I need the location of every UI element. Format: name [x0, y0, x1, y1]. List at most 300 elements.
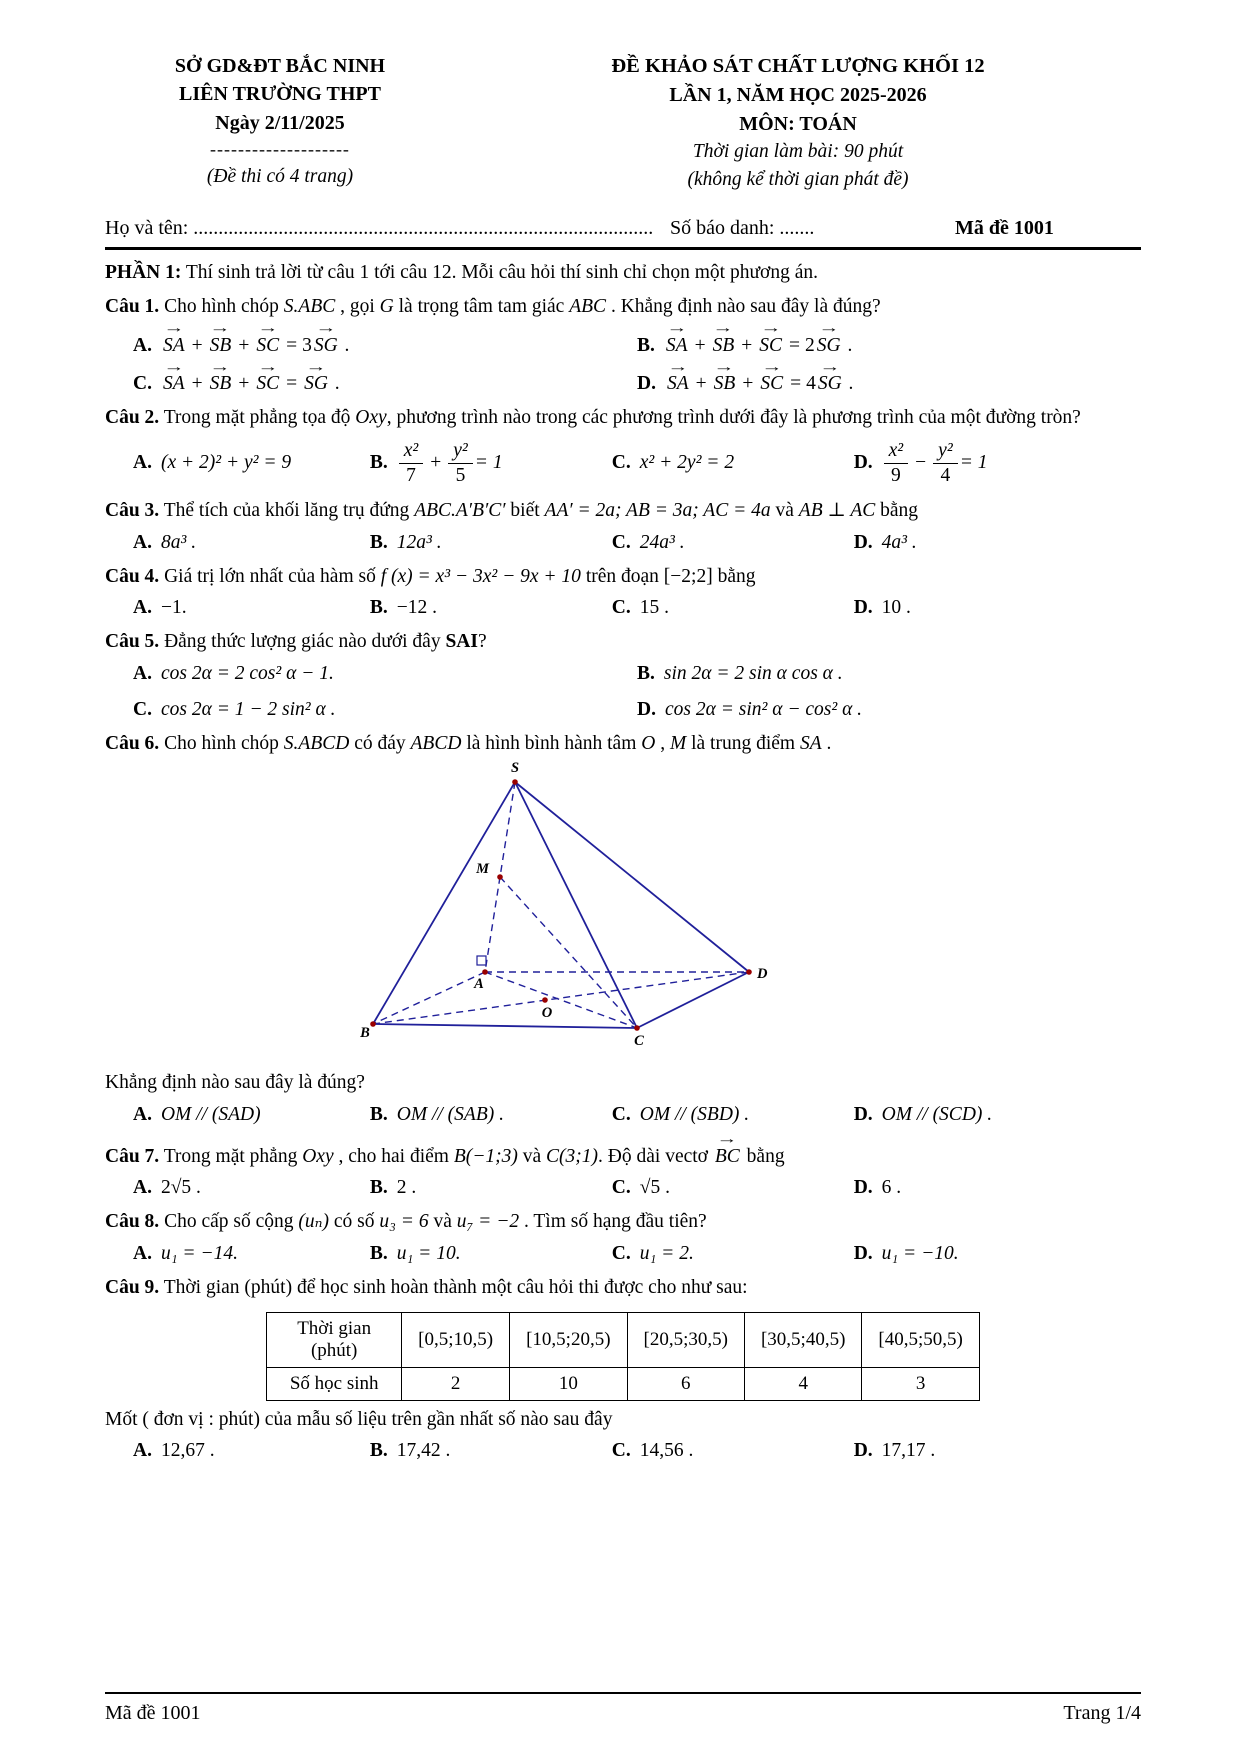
option-value: OM // (SAD) — [160, 1103, 261, 1125]
footer-exam-code: Mã đề 1001 — [105, 1702, 201, 1724]
option-value: u₁ = 10. — [396, 1242, 461, 1264]
fraction — [448, 440, 473, 487]
vector-sb: → SB — [208, 329, 234, 361]
option-value: 2 . — [396, 1177, 417, 1199]
option-label: D. — [853, 597, 873, 619]
q7-option-c[interactable] — [612, 1173, 854, 1203]
numerator: y² — [448, 440, 473, 464]
cell-count-4: 4 — [744, 1367, 861, 1400]
part1-text: Thí sinh trả lời từ câu 1 tới câu 12. Mỗi câu hỏi thí sinh chỉ chọn một phương án. — [181, 262, 819, 284]
option-label: C. — [611, 1242, 631, 1264]
plus-sign: + — [430, 451, 442, 473]
math-text: AA′ = 2a; AB = 3a; AC = 4a — [544, 500, 771, 522]
q1-stem — [105, 292, 1141, 321]
option-value: 12,67 . — [160, 1440, 215, 1462]
option-label: D. — [853, 1242, 873, 1264]
vector-sc: → SC — [254, 367, 281, 399]
candidate-name-field: Họ và tên: ............................................................................................ — [105, 217, 654, 240]
question-number: Câu 5. — [105, 631, 160, 653]
department-name: SỞ GD&ĐT BẮC NINH — [174, 55, 386, 77]
option-label: C. — [611, 1440, 631, 1462]
stem-text: Thể tích của khối lăng trụ đứng — [159, 500, 415, 522]
dashed-edge-AB — [373, 972, 485, 1024]
vector-bc: → BC — [713, 1140, 742, 1171]
stem-text: , gọi — [335, 295, 380, 317]
header-cell-interval-3: [20,5;30,5) — [627, 1312, 744, 1367]
option-value: 15 . — [639, 597, 669, 619]
q7-options — [105, 1173, 1141, 1203]
vector-sa: → SA — [161, 367, 187, 399]
q1-options — [105, 323, 1141, 399]
plus-sign: + — [238, 372, 250, 394]
question-number: Câu 6. — [105, 733, 160, 755]
option-label: B. — [369, 1242, 388, 1264]
header-cell-time: Thời gian (phút) — [267, 1312, 402, 1367]
header-cell-interval-2: [10,5;20,5) — [510, 1312, 627, 1367]
question-8 — [105, 1207, 1141, 1268]
option-label: B. — [369, 451, 388, 473]
stem-text: Cho hình chóp — [159, 733, 284, 755]
page-footer — [105, 1692, 1141, 1725]
option-label: C. — [611, 597, 631, 619]
option-label: D. — [853, 1440, 873, 1462]
math-text: u₇ = −2 — [456, 1211, 520, 1233]
q8-options — [105, 1239, 1141, 1269]
option-label: C. — [133, 372, 152, 394]
identity: sin 2α = 2 sin α cos α . — [663, 662, 843, 684]
q7-option-d[interactable] — [854, 1173, 1141, 1203]
coefficient: 4 — [806, 372, 816, 394]
equation: x² + 2y² = 2 — [639, 452, 735, 474]
label-A: A — [474, 976, 484, 993]
plus-sign: + — [742, 372, 754, 394]
stem-text: biết — [505, 500, 545, 522]
option-label: B. — [369, 597, 388, 619]
stem-text: , phương trình nào trong các phương trình dưới đây là phương trình của một đường tròn? — [386, 407, 1081, 429]
stem-text: Khẳng định nào sau đây là đúng? — [105, 1072, 365, 1094]
q2-option-d[interactable] — [854, 440, 1141, 487]
q2-option-b[interactable] — [370, 440, 612, 487]
exam-header — [105, 52, 1141, 193]
vertex-dot-B — [370, 1022, 376, 1028]
exam-round: LẦN 1, NĂM HỌC 2025-2026 — [669, 84, 927, 107]
header-right-block — [455, 52, 1141, 193]
q6-question-line — [105, 1068, 1141, 1097]
option-label: B. — [637, 662, 655, 684]
math-text: AB ⊥ AC — [798, 500, 876, 522]
vector-sg: → SG — [815, 329, 843, 361]
q6-option-b[interactable] — [370, 1100, 612, 1130]
edge-SD — [515, 782, 749, 972]
label-M: M — [476, 861, 489, 878]
math-text: Oxy — [302, 1145, 334, 1167]
edge-SC — [515, 782, 637, 1028]
edge-BC — [373, 1024, 637, 1028]
segment-MC — [500, 877, 637, 1028]
question-3 — [105, 496, 1141, 557]
denominator: 5 — [455, 464, 466, 486]
option-label: D. — [637, 372, 656, 394]
question-6 — [105, 729, 1141, 1130]
stem-text: Đẳng thức lượng giác nào dưới đây — [159, 631, 446, 653]
vector-sc: → SC — [757, 329, 784, 361]
period: . — [843, 372, 854, 394]
equation: (x + 2)² + y² = 9 — [160, 452, 292, 474]
math-text: Oxy — [355, 407, 387, 429]
option-value: 6 . — [881, 1177, 902, 1199]
vector-sc: → SC — [758, 367, 785, 399]
q3-option-c[interactable] — [612, 528, 854, 558]
minus-sign: − — [915, 451, 927, 473]
exam-subject: MÔN: TOÁN — [739, 112, 857, 135]
option-value: u₁ = 2. — [639, 1242, 694, 1264]
option-value: 2√5 . — [160, 1177, 201, 1199]
q7-option-b[interactable] — [370, 1173, 612, 1203]
q1-option-c[interactable] — [133, 367, 637, 399]
coefficient: 3 — [302, 334, 312, 356]
stem-text: có đáy — [349, 733, 411, 755]
plus-sign: + — [191, 334, 203, 356]
q3-option-a[interactable] — [133, 528, 370, 558]
question-number: Câu 4. — [105, 565, 160, 587]
plus-sign: + — [191, 372, 203, 394]
math-text: B(−1;3) — [453, 1145, 518, 1167]
q7-stem — [105, 1134, 1141, 1171]
option-value: 4a³ . — [881, 531, 917, 553]
label-B: B — [360, 1025, 370, 1042]
fraction — [884, 440, 909, 487]
option-value: 14,56 . — [639, 1440, 694, 1462]
question-number: Câu 7. — [105, 1145, 160, 1167]
option-value: 10 . — [881, 597, 911, 619]
option-value: 8a³ . — [160, 531, 197, 553]
q5-stem — [105, 627, 1141, 656]
q6-option-d[interactable] — [854, 1100, 1141, 1130]
question-7 — [105, 1134, 1141, 1203]
q8-option-b[interactable] — [370, 1239, 612, 1269]
q2-stem — [105, 403, 1141, 432]
q5-option-d[interactable] — [637, 695, 1141, 725]
vector-sb: → SB — [711, 329, 737, 361]
q3-option-d[interactable] — [854, 528, 1141, 558]
vector-sc: → SC — [254, 329, 281, 361]
question-9 — [105, 1273, 1141, 1467]
math-text: u₃ = 6 — [379, 1211, 429, 1233]
exam-code: Mã đề 1001 — [955, 217, 1054, 240]
fraction — [933, 440, 958, 487]
pyramid-figure — [357, 760, 787, 1058]
math-text: ABCD — [410, 733, 462, 755]
option-label: D. — [853, 451, 873, 473]
stem-text: , — [655, 733, 670, 755]
q3-option-b[interactable] — [370, 528, 612, 558]
q4-options — [105, 593, 1141, 623]
right-angle-marker — [477, 956, 486, 965]
option-value: −12 . — [396, 597, 438, 619]
sai-emphasis: SAI — [445, 631, 478, 653]
q6-stem — [105, 729, 1141, 758]
option-label: A. — [133, 452, 152, 474]
vertex-dot-M — [497, 875, 503, 881]
stem-text: bằng — [875, 500, 919, 522]
q9-option-d[interactable] — [854, 1436, 1141, 1466]
numerator: x² — [884, 440, 909, 464]
page-count-note: (Đề thi có 4 trang) — [206, 165, 354, 187]
numerator: x² — [399, 440, 424, 464]
stem-text: Cho cấp số cộng — [159, 1211, 299, 1233]
question-4 — [105, 562, 1141, 623]
option-label: B. — [369, 1440, 388, 1462]
math-text: (uₙ) — [298, 1211, 330, 1233]
stem-text: Giá trị lớn nhất của hàm số — [159, 565, 381, 587]
math-text: O — [641, 733, 656, 755]
option-value: OM // (SAB) . — [396, 1103, 504, 1125]
stem-text: là trọng tâm tam giác — [393, 295, 570, 317]
q2-option-c[interactable] — [612, 448, 854, 478]
period: . — [842, 334, 853, 356]
q6-option-c[interactable] — [612, 1100, 854, 1130]
cell-count-1: 2 — [402, 1367, 510, 1400]
stem-text: . Khẳng định nào sau đây là đúng? — [606, 295, 881, 317]
math-text: S.ABC — [283, 295, 336, 317]
option-label: D. — [637, 698, 656, 720]
vector-sa: → SA — [664, 329, 690, 361]
vector-sg: → SG — [312, 329, 340, 361]
plus-sign: + — [695, 372, 707, 394]
stem-text: ? — [477, 631, 487, 653]
label-D: D — [757, 966, 768, 983]
footer-page-number: Trang 1/4 — [1063, 1702, 1141, 1724]
equation-rhs: = 1 — [474, 451, 503, 473]
option-label: B. — [637, 334, 655, 356]
stem-text: , cho hai điểm — [333, 1145, 454, 1167]
option-label: D. — [853, 1103, 873, 1125]
table-header-row — [267, 1312, 980, 1367]
math-text: SA — [799, 733, 822, 755]
stem-text: Trong mặt phẳng tọa độ — [159, 407, 356, 429]
option-label: D. — [853, 531, 873, 553]
stem-text: có số — [329, 1211, 380, 1233]
stem-text: và — [770, 500, 799, 522]
option-label: C. — [611, 1177, 631, 1199]
q6-option-a[interactable] — [133, 1100, 370, 1130]
option-label: A. — [133, 597, 152, 619]
q3-options — [105, 528, 1141, 558]
school-name: LIÊN TRƯỜNG THPT — [179, 83, 381, 106]
stem-text: bằng — [712, 565, 756, 587]
math-text: ABC — [569, 295, 607, 317]
equals-sign: = — [790, 372, 802, 394]
q2-options — [105, 434, 1141, 492]
plus-sign: + — [238, 334, 250, 356]
q1-option-d[interactable] — [637, 367, 1141, 399]
math-text: S.ABCD — [283, 733, 350, 755]
option-label: A. — [133, 662, 152, 684]
option-label: C. — [611, 452, 631, 474]
question-1 — [105, 292, 1141, 400]
part1-heading — [105, 258, 1141, 287]
plus-sign: + — [694, 334, 706, 356]
q8-stem — [105, 1207, 1141, 1236]
option-label: C. — [611, 1103, 631, 1125]
table-data-row — [267, 1367, 980, 1400]
math-text: [−2;2] — [663, 565, 713, 587]
cell-count-5: 3 — [862, 1367, 979, 1400]
option-label: C. — [133, 698, 152, 720]
option-label: A. — [133, 334, 152, 356]
stem-text: Thời gian (phút) để học sinh hoàn thành một câu hỏi thi được cho như sau: — [159, 1276, 748, 1298]
q2-option-a[interactable] — [133, 448, 370, 478]
stem-text: và — [517, 1145, 547, 1167]
question-number: Câu 3. — [105, 500, 160, 522]
exam-title: ĐỀ KHẢO SÁT CHẤT LƯỢNG KHỐI 12 — [611, 55, 985, 77]
vector-sa: → SA — [161, 329, 187, 361]
header-left-block — [105, 52, 455, 193]
dash-divider: -------------------- — [210, 139, 350, 160]
exam-date: Ngày 2/11/2025 — [215, 111, 345, 134]
stem-text: . Tìm số hạng đầu tiên? — [519, 1211, 707, 1233]
stem-text: là hình bình hành tâm — [461, 733, 642, 755]
denominator: 9 — [891, 464, 901, 486]
center-dot-O — [542, 998, 548, 1004]
q9-stem — [105, 1273, 1141, 1302]
fraction — [399, 440, 424, 487]
option-label: A. — [133, 1177, 152, 1199]
option-label: B. — [369, 531, 388, 553]
numerator: y² — [933, 440, 958, 464]
vector-sg: → SG — [302, 367, 330, 399]
q5-option-b[interactable] — [637, 659, 1141, 689]
edge-CD — [637, 972, 749, 1028]
question-2 — [105, 403, 1141, 492]
identity: cos 2α = 1 − 2 sin² α . — [160, 698, 336, 720]
question-5 — [105, 627, 1141, 725]
stem-text: là trung điểm — [686, 733, 800, 755]
q4-option-a[interactable] — [133, 593, 370, 623]
equals-sign: = — [286, 372, 298, 394]
option-value: u₁ = −10. — [881, 1242, 959, 1264]
option-value: u₁ = −14. — [160, 1242, 238, 1264]
option-value: 17,42 . — [396, 1440, 451, 1462]
stem-text: . — [821, 733, 832, 755]
candidate-number-field: Số báo danh: ....... — [670, 217, 815, 240]
math-text: G — [379, 295, 394, 317]
label-S: S — [510, 760, 520, 777]
option-value: −1. — [160, 597, 187, 619]
q7-option-a[interactable] — [133, 1173, 370, 1203]
math-text: M — [669, 733, 687, 755]
vector-sg: → SG — [816, 367, 844, 399]
question-number: Câu 1. — [105, 295, 160, 317]
candidate-info-row — [105, 217, 1141, 250]
vertex-dot-C — [634, 1026, 640, 1032]
q9-option-b[interactable] — [370, 1436, 612, 1466]
q9-frequency-table — [266, 1312, 980, 1401]
stem-text: trên đoạn — [580, 565, 664, 587]
q4-option-c[interactable] — [612, 593, 854, 623]
q8-option-a[interactable] — [133, 1239, 370, 1269]
header-cell-interval-5: [40,5;50,5) — [862, 1312, 979, 1367]
q4-option-b[interactable] — [370, 593, 612, 623]
option-value: 24a³ . — [639, 531, 685, 553]
math-text: f (x) = x³ − 3x² − 9x + 10 — [380, 565, 581, 587]
vector-sb: → SB — [208, 367, 234, 399]
identity: cos 2α = sin² α − cos² α . — [664, 698, 863, 720]
duration-note: (không kể thời gian phát đề) — [687, 168, 909, 190]
q4-stem — [105, 562, 1141, 591]
q5-option-a[interactable] — [133, 659, 637, 689]
question-number: Câu 2. — [105, 407, 160, 429]
equation-rhs: = 1 — [959, 451, 988, 473]
option-label: A. — [133, 1440, 152, 1462]
label-C: C — [634, 1033, 644, 1050]
stem-text: Mốt ( đơn vị : phút) của mẫu số liệu trên gần nhất số nào sau đây — [105, 1408, 613, 1430]
option-value: 17,17 . — [881, 1440, 936, 1462]
plus-sign: + — [741, 334, 753, 356]
option-label: B. — [369, 1177, 388, 1199]
vertex-dot-D — [746, 970, 752, 976]
q6-figure-wrapper — [105, 760, 1141, 1064]
math-text: C(3;1) — [546, 1145, 599, 1167]
q8-option-c[interactable] — [612, 1239, 854, 1269]
stem-text: Trong mặt phẳng — [159, 1145, 303, 1167]
stem-text: . Độ dài vectơ — [598, 1145, 713, 1167]
q9-option-c[interactable] — [612, 1436, 854, 1466]
cell-students-label: Số học sinh — [267, 1367, 402, 1400]
label-O: O — [541, 1005, 553, 1022]
vector-sb: → SB — [712, 367, 738, 399]
cell-count-3: 6 — [627, 1367, 744, 1400]
q4-option-d[interactable] — [854, 593, 1141, 623]
part1-label: PHẦN 1: — [105, 262, 182, 284]
header-cell-interval-1: [0,5;10,5) — [402, 1312, 510, 1367]
q9-option-a[interactable] — [133, 1436, 370, 1466]
exam-duration: Thời gian làm bài: 90 phút — [692, 140, 904, 162]
header-cell-interval-4: [30,5;40,5) — [744, 1312, 861, 1367]
option-value: OM // (SCD) . — [881, 1103, 993, 1125]
vector-sa: → SA — [665, 367, 691, 399]
option-label: D. — [853, 1177, 873, 1199]
option-value: 12a³ . — [396, 531, 442, 553]
q3-stem — [105, 496, 1141, 525]
vertex-dot-A — [482, 970, 488, 976]
cell-count-2: 10 — [510, 1367, 627, 1400]
q9-question-line — [105, 1405, 1141, 1434]
coefficient: 2 — [805, 334, 815, 356]
option-label: A. — [133, 1242, 152, 1264]
option-value: OM // (SBD) . — [639, 1103, 750, 1125]
option-label: C. — [611, 531, 631, 553]
stem-text: và — [428, 1211, 457, 1233]
period: . — [339, 334, 350, 356]
question-number: Câu 9. — [105, 1276, 160, 1298]
option-label: A. — [133, 1103, 152, 1125]
option-value: √5 . — [639, 1177, 670, 1199]
option-label: A. — [133, 531, 152, 553]
q9-options — [105, 1436, 1141, 1466]
q6-options — [105, 1100, 1141, 1130]
denominator: 4 — [940, 464, 951, 486]
equals-sign: = — [789, 334, 800, 356]
stem-text: bằng — [741, 1145, 785, 1167]
option-label: B. — [369, 1103, 388, 1125]
q5-option-c[interactable] — [133, 695, 637, 725]
edge-SB — [373, 782, 515, 1024]
stem-text: Cho hình chóp — [159, 295, 284, 317]
q8-option-d[interactable] — [854, 1239, 1141, 1269]
identity: cos 2α = 2 cos² α − 1. — [160, 662, 334, 684]
period: . — [329, 372, 340, 394]
